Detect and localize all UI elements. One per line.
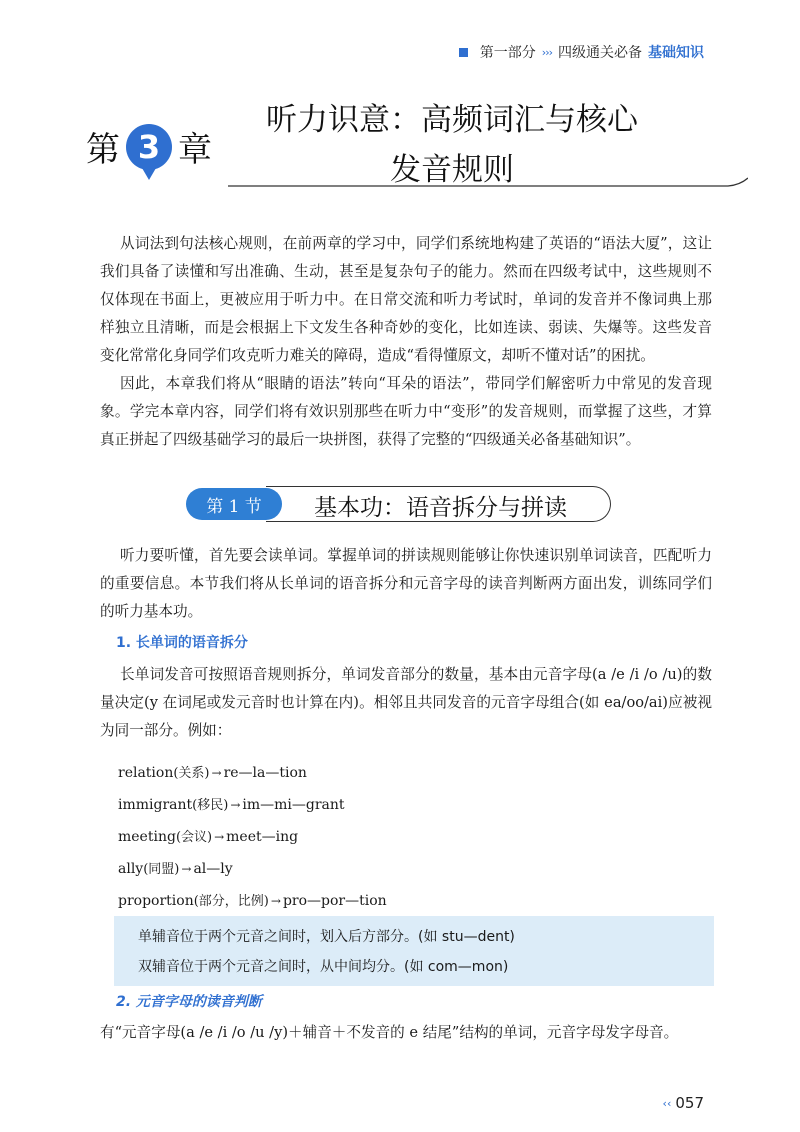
section-title: 基本功：语音拆分与拼读 bbox=[314, 495, 567, 521]
subheading-1: 1. 长单词的语音拆分 bbox=[116, 635, 248, 651]
subheading-2: 2. 元音字母的读音判断 bbox=[116, 994, 262, 1010]
running-head bbox=[459, 42, 704, 62]
example-word: ally bbox=[118, 861, 144, 877]
chapter-title-line1: 听力识意：高频词汇与核心 bbox=[266, 102, 638, 138]
square-bullet-icon bbox=[459, 48, 468, 57]
arrow-icon: → bbox=[181, 862, 192, 876]
example-item bbox=[118, 890, 387, 909]
example-item bbox=[118, 762, 307, 781]
subsection-2-body: 有“元音字母(a /e /i /o /u /y)＋辅音＋不发音的 e 结尾”结构的单词，元音字母发字母音。 bbox=[100, 1024, 679, 1041]
example-word: meeting bbox=[118, 829, 176, 845]
example-item bbox=[118, 794, 345, 813]
chapter-title-line2: 发音规则 bbox=[390, 152, 514, 188]
example-split: al—ly bbox=[193, 861, 233, 877]
example-word: immigrant bbox=[118, 797, 193, 813]
subsection-1-body: 长单词发音可按照语音规则拆分，单词发音部分的数量，基本由元音字母(a /e /i /o /u)的数量决定(y 在词尾或发元音时也计算在内)。相邻且共同发音的元音字母组合(如 ea/oo/ai)应被视为同一部分。例如： bbox=[100, 666, 712, 739]
page-number bbox=[663, 1094, 704, 1112]
running-head-emphasis: 基础知识 bbox=[648, 45, 704, 61]
example-item bbox=[118, 826, 298, 845]
example-split: im—mi—grant bbox=[242, 797, 345, 813]
arrow-icon: → bbox=[214, 830, 225, 844]
chapter-number-pin-icon bbox=[126, 124, 172, 170]
example-split: re—la—tion bbox=[223, 765, 307, 781]
example-meaning: (移民) bbox=[192, 798, 229, 813]
chapter-label-before: 第 bbox=[86, 130, 120, 170]
example-split: pro—por—tion bbox=[282, 893, 387, 909]
section-header bbox=[186, 486, 616, 522]
intro-paragraph-1: 从词法到句法核心规则，在前两章的学习中，同学们系统地构建了英语的“语法大厦”，这让我们具备了读懂和写出准确、生动，甚至是复杂句子的能力。然而在四级考试中，这些规则不仅体现在书面上，更被应用于听力中。在日常交流和听力考试时，单词的发音并不像词典上那样独立且清晰，而是会根据上下文发生各种奇妙的变化，比如连读、弱读、失爆等。这些发音变化常常化身同学们攻克听力难关的障碍，造成“看得懂原文，却听不懂对话”的困扰。 bbox=[100, 235, 712, 364]
example-item bbox=[118, 858, 233, 877]
example-split: meet—ing bbox=[226, 829, 299, 845]
chapter-label bbox=[86, 122, 212, 171]
example-meaning: (会议) bbox=[175, 830, 213, 845]
rule-note-box bbox=[114, 916, 714, 986]
rule-note-2: 双辅音位于两个元音之间时，从中间均分。(如 com—mon) bbox=[138, 959, 509, 975]
section-number-badge: 第 1 节 bbox=[186, 488, 282, 520]
arrow-icon: → bbox=[270, 894, 281, 908]
section-intro: 听力要听懂，首先要会读单词。掌握单词的拼读规则能够让你快速识别单词读音，匹配听力的重要信息。本节我们将从长单词的语音拆分和元音字母的读音判断两方面出发，训练同学们的听力基本功。 bbox=[100, 547, 712, 620]
example-word: proportion bbox=[118, 893, 194, 909]
arrow-icon: → bbox=[230, 798, 241, 812]
intro-paragraph-2: 因此，本章我们将从“眼睛的语法”转向“耳朵的语法”，带同学们解密听力中常见的发音现象。学完本章内容，同学们将有效识别那些在听力中“变形”的发音规则，而掌握了这些，才算真正拼起了四级基础学习的最后一块拼图，获得了完整的“四级通关必备基础知识”。 bbox=[100, 375, 712, 448]
chapter-label-after: 章 bbox=[178, 130, 212, 170]
double-chevron-left-icon: ‹‹ bbox=[662, 1096, 672, 1110]
chapter-header bbox=[78, 92, 758, 202]
chapter-number: 3 bbox=[137, 127, 161, 166]
example-meaning: (同盟) bbox=[143, 862, 180, 877]
chapter-underline bbox=[228, 176, 748, 190]
running-head-part: 第一部分 bbox=[479, 45, 536, 61]
arrow-icon: → bbox=[211, 766, 222, 780]
example-meaning: (部分，比例) bbox=[193, 894, 269, 909]
running-head-text: 四级通关必备 bbox=[558, 45, 642, 61]
example-word: relation bbox=[118, 765, 174, 781]
triple-chevron-icon: ››› bbox=[541, 45, 552, 59]
rule-note-1: 单辅音位于两个元音之间时，划入后方部分。(如 stu—dent) bbox=[138, 929, 515, 945]
example-meaning: (关系) bbox=[173, 766, 210, 781]
page-number-value: 057 bbox=[675, 1094, 704, 1112]
